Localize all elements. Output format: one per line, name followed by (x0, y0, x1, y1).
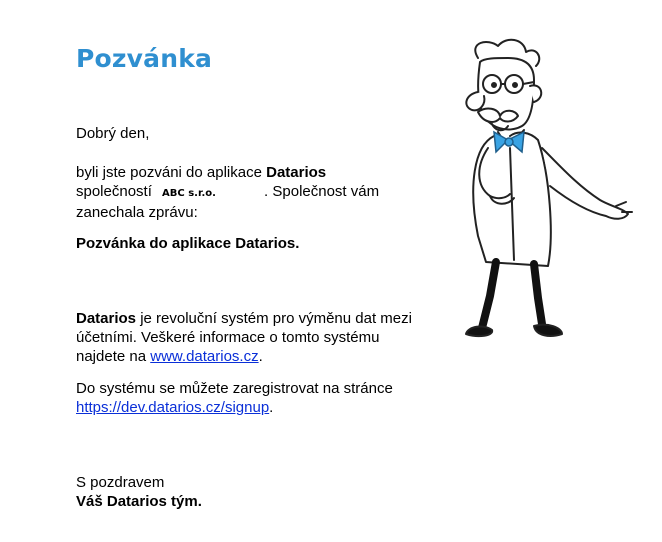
invite-text-3: . Společnost vám zanechala zprávu: (76, 183, 380, 221)
company-name: ABC s.r.o. (162, 188, 216, 199)
professor-mascot-illustration (438, 36, 634, 346)
invite-text-2: společností (76, 183, 157, 200)
closing: S pozdravem (76, 474, 165, 491)
about-paragraph (76, 309, 416, 366)
signup-paragraph (76, 379, 416, 417)
greeting: Dobrý den, (76, 125, 150, 142)
signup-end: . (269, 399, 274, 416)
signature: Váš Datarios tým. (76, 493, 202, 510)
about-app-name: Datarios (76, 310, 137, 327)
signup-link[interactable]: https://dev.datarios.cz/signup (76, 399, 270, 416)
website-link[interactable]: www.datarios.cz (150, 348, 259, 365)
invite-text-1: byli jste pozváni do aplikace (76, 164, 267, 181)
invite-app-name: Datarios (266, 164, 327, 181)
about-text: je revoluční systém pro výměnu dat mezi účetními. Veškeré informace o tomto systému najdete na (76, 310, 412, 365)
email-title: Pozvánka (76, 44, 213, 73)
invitation-message: Pozvánka do aplikace Datarios. (76, 235, 300, 252)
invite-paragraph (76, 163, 416, 222)
about-end: . (258, 348, 263, 365)
signup-text: Do systému se můžete zaregistrovat na stránce (76, 380, 393, 397)
